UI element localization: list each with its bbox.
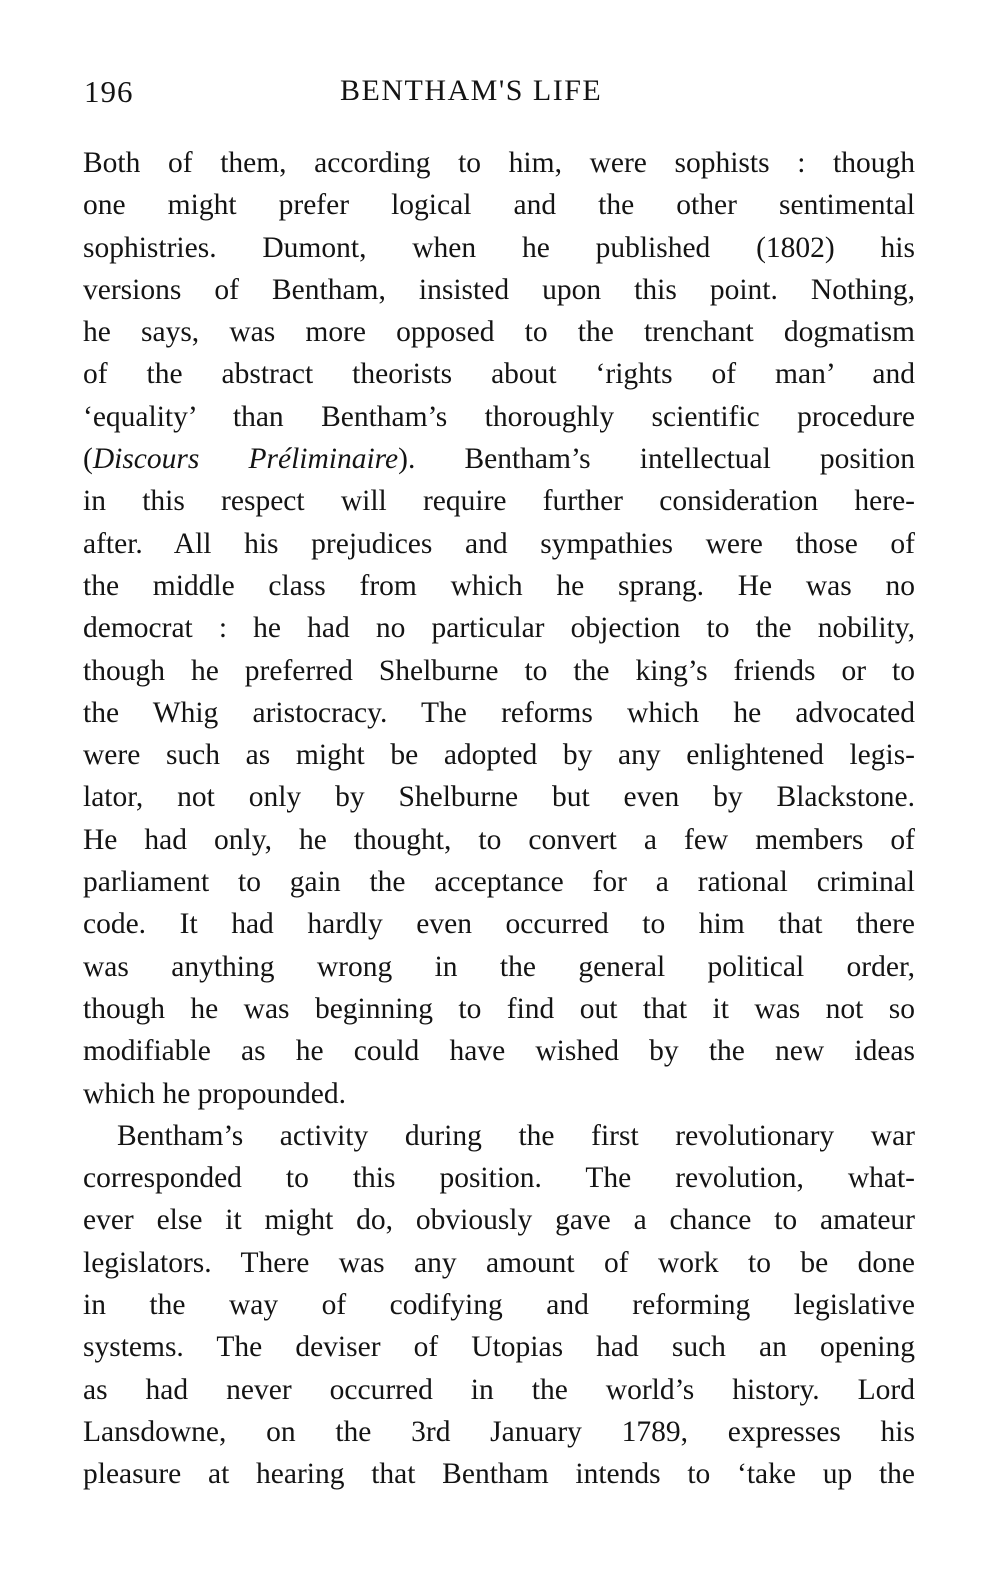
text-line: was anything wrong in the general political order,	[83, 950, 915, 983]
text-line: in this respect will require further consideration here-	[83, 485, 915, 518]
text-line: in the way of codifying and reforming legislative	[83, 1289, 915, 1322]
text-line: as had never occurred in the world’s history. Lord	[83, 1373, 915, 1406]
body-text	[83, 142, 915, 1496]
text-line: modifiable as he could have wished by the new ideas	[83, 1035, 915, 1068]
text-line: Both of them, according to him, were sophists : though	[83, 147, 915, 179]
text-line: he says, was more opposed to the trenchant dogmatism	[83, 316, 915, 349]
text-line: corresponded to this position. The revolution, what-	[83, 1162, 915, 1195]
text-line: He had only, he thought, to convert a few members of	[83, 823, 915, 856]
text-line: though he was beginning to find out that it was not so	[83, 992, 915, 1025]
text-line: sophistries. Dumont, when he published (1802) his	[83, 231, 915, 264]
text-line: ever else it might do, obviously gave a chance to amateur	[83, 1204, 915, 1237]
text-line: Lansdowne, on the 3rd January 1789, expresses his	[83, 1415, 915, 1448]
text-line: though he preferred Shelburne to the king’s friends or to	[83, 654, 915, 687]
text-line: the middle class from which he sprang. He was no	[83, 569, 915, 602]
text-line: pleasure at hearing that Bentham intends to ‘take up the	[83, 1458, 915, 1491]
text-line: systems. The deviser of Utopias had such an opening	[83, 1331, 915, 1364]
text-line: ‘equality’ than Bentham’s thoroughly scientific procedure	[83, 400, 915, 433]
text-line: which he propounded.	[83, 1077, 346, 1110]
text-line: parliament to gain the acceptance for a rational criminal	[83, 866, 915, 899]
text-line: legislators. There was any amount of work to be done	[83, 1246, 915, 1279]
text-line: of the abstract theorists about ‘rights of man’ and	[83, 358, 915, 391]
text-line: one might prefer logical and the other sentimental	[83, 189, 915, 222]
text-line: (Discours Préliminaire). Bentham’s intellectual position	[83, 443, 915, 476]
text-line: after. All his prejudices and sympathies were those of	[83, 527, 915, 560]
book-title: Discours Préliminaire	[92, 443, 399, 476]
text-line: democrat : he had no particular objection to the nobility,	[83, 612, 915, 645]
text-line: Bentham’s activity during the first revolutionary war	[117, 1119, 915, 1152]
text-line: were such as might be adopted by any enlightened legis-	[83, 739, 915, 772]
page-number: 196	[84, 74, 134, 109]
text-line: versions of Bentham, insisted upon this point. Nothing,	[83, 273, 915, 306]
text-line: code. It had hardly even occurred to him that there	[83, 908, 915, 941]
running-head: BENTHAM'S LIFE	[340, 74, 603, 107]
text-line: lator, not only by Shelburne but even by Blackstone.	[83, 781, 915, 814]
text-line: the Whig aristocracy. The reforms which he advocated	[83, 696, 915, 729]
